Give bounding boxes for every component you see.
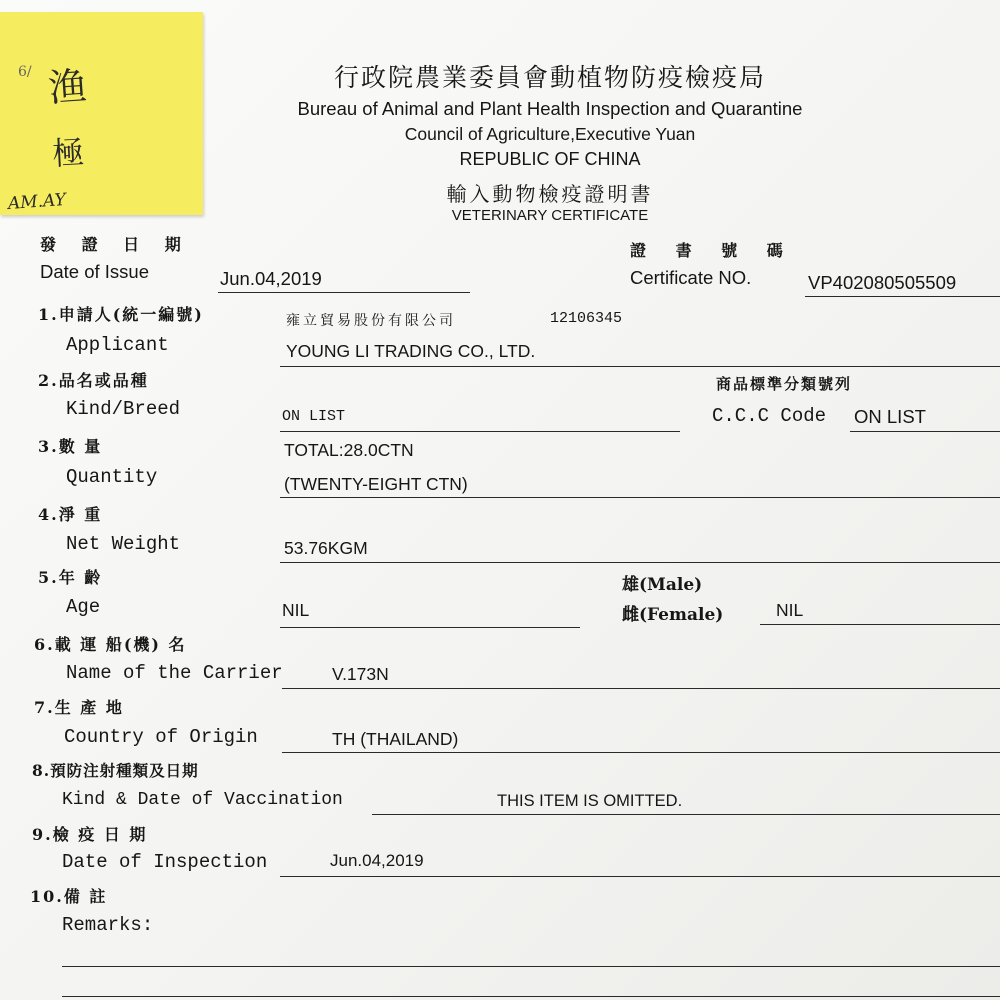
carrier-value: V.173N	[332, 664, 389, 684]
quantity-total-value: TOTAL:28.0CTN	[284, 440, 414, 460]
sex-value: NIL	[776, 600, 804, 620]
kind-breed-underline	[280, 431, 680, 432]
applicant-label: Applicant	[66, 334, 169, 356]
ccc-code-underline	[850, 431, 1000, 432]
applicant-label-zh: 1.申請人(統一編號)	[38, 305, 204, 324]
certificate-label-zh: 證 書 號 碼	[630, 241, 795, 260]
net-weight-label-zh: 4.淨 重	[38, 505, 103, 524]
ccc-code-label-zh: 商品標準分類號列	[716, 375, 853, 393]
origin-label: Country of Origin	[64, 726, 258, 748]
ccc-code-value: ON LIST	[854, 406, 926, 427]
quantity-words-value: (TWENTY-EIGHT CTN)	[284, 474, 468, 494]
certificate-label: Certificate NO.	[630, 267, 752, 288]
inspection-date-underline	[280, 876, 1000, 877]
document-title-english: VETERINARY CERTIFICATE	[451, 207, 649, 224]
origin-underline	[282, 752, 1000, 753]
certificate-number-underline	[805, 296, 1000, 297]
vaccination-value: THIS ITEM IS OMITTED.	[497, 792, 683, 810]
vaccination-label-zh: 8.預防注射種類及日期	[32, 761, 199, 780]
document-title-chinese: 輸入動物檢疫證明書	[446, 182, 654, 206]
sticky-note	[0, 12, 203, 215]
sticky-note-handwriting-1: 渔	[46, 63, 88, 111]
applicant-value: YOUNG LI TRADING CO., LTD.	[286, 341, 536, 361]
net-weight-label: Net Weight	[66, 533, 181, 555]
age-label: Age	[66, 596, 101, 618]
carrier-label-zh: 6.載 運 船(機) 名	[34, 635, 187, 654]
carrier-underline	[282, 688, 1000, 689]
issue-date-underline	[218, 292, 470, 293]
remarks-label: Remarks:	[62, 914, 154, 936]
remarks-underline-2	[62, 996, 1000, 997]
remarks-label-zh: 10.備 註	[30, 887, 108, 906]
applicant-underline	[280, 366, 1000, 367]
kind-breed-value: ON LIST	[282, 408, 346, 425]
sticky-note-corner-mark: 6/	[18, 64, 32, 80]
applicant-name-zh: 雍立貿易股份有限公司	[286, 313, 456, 329]
carrier-label: Name of the Carrier	[66, 662, 283, 684]
inspection-date-label-zh: 9.檢 疫 日 期	[32, 825, 148, 844]
applicant-id-number: 12106345	[550, 310, 623, 327]
council-name: Council of Agriculture,Executive Yuan	[404, 124, 696, 144]
sticky-note-handwriting-3: AM.AY	[7, 190, 67, 214]
inspection-date-value: Jun.04,2019	[330, 851, 424, 870]
ccc-code-label: C.C.C Code	[712, 405, 827, 427]
age-value: NIL	[282, 600, 310, 620]
inspection-date-label: Date of Inspection	[62, 851, 268, 873]
certificate-number-value: VP402080505509	[808, 272, 957, 293]
vaccination-underline	[372, 814, 1000, 815]
sticky-note-handwriting-2: 極	[51, 133, 86, 173]
sex-underline	[760, 624, 1000, 625]
kind-breed-label-zh: 2.品名或品種	[38, 371, 149, 390]
age-underline	[280, 627, 580, 628]
country-name: REPUBLIC OF CHINA	[459, 149, 641, 169]
agency-name-chinese: 行政院農業委員會動植物防疫檢疫局	[333, 63, 766, 92]
issue-date-value: Jun.04,2019	[220, 268, 322, 289]
origin-value: TH (THAILAND)	[332, 729, 459, 749]
issue-date-label: Date of Issue	[40, 261, 150, 282]
kind-breed-label: Kind/Breed	[66, 398, 181, 420]
age-label-zh: 5.年 齡	[38, 568, 103, 587]
quantity-label: Quantity	[66, 466, 158, 488]
net-weight-underline	[280, 562, 1000, 563]
male-label: 雄(Male)	[622, 575, 703, 595]
origin-label-zh: 7.生 產 地	[34, 698, 124, 717]
net-weight-value: 53.76KGM	[284, 538, 368, 558]
quantity-label-zh: 3.數 量	[38, 437, 103, 456]
remarks-underline-1	[62, 966, 1000, 967]
female-label: 雌(Female)	[622, 605, 724, 625]
agency-name-english: Bureau of Animal and Plant Health Inspection and Quarantine	[297, 98, 803, 119]
vaccination-label: Kind & Date of Vaccination	[62, 790, 343, 810]
issue-date-label-zh: 發 證 日 期	[40, 235, 191, 254]
quantity-underline	[280, 497, 1000, 498]
